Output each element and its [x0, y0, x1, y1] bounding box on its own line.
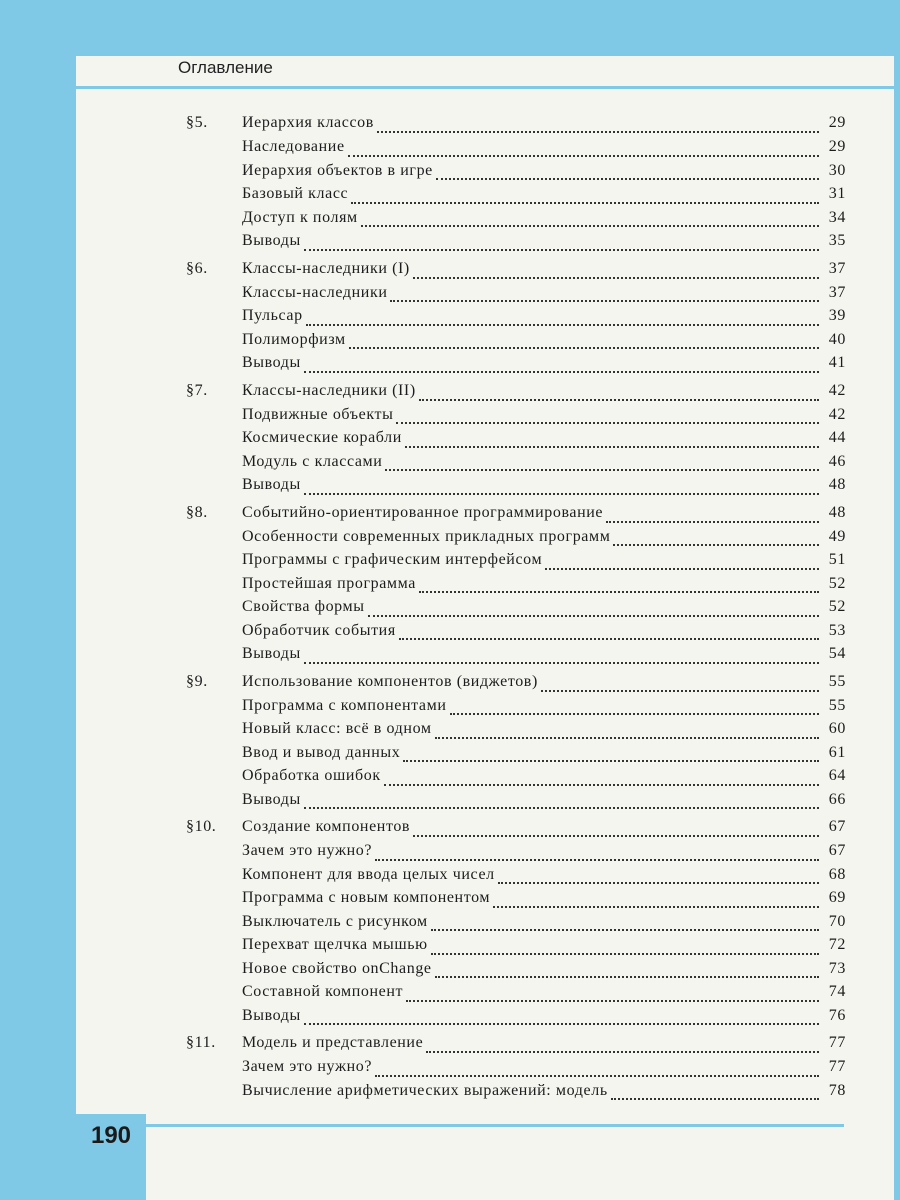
toc-page-number: 42: [828, 381, 846, 399]
dot-leader: [413, 277, 819, 279]
toc-entry-title: Событийно-ориентированное программирование: [242, 503, 604, 521]
toc-page-number: 46: [828, 452, 846, 470]
toc-section-entry[interactable]: [186, 818, 846, 842]
toc-entry-title: Компонент для ввода целых чисел: [242, 865, 495, 883]
toc-section-entry[interactable]: [186, 1034, 846, 1058]
dot-leader: [304, 493, 819, 495]
toc-page-number: 49: [828, 527, 846, 545]
toc-page-number: 29: [828, 138, 846, 155]
toc-section-number: §5.: [186, 114, 208, 131]
toc-entry-title: Новое свойство onChange: [242, 959, 432, 977]
toc-section-entry[interactable]: [186, 673, 846, 697]
dot-leader: [611, 1098, 819, 1100]
toc-page-number: 52: [828, 574, 846, 592]
dot-leader: [368, 615, 819, 617]
toc-page-number: 68: [828, 865, 846, 883]
toc-page-number: 69: [828, 889, 846, 906]
toc-page-number: 48: [828, 503, 846, 521]
table-of-contents: [186, 110, 846, 1105]
toc-section-entry[interactable]: [186, 260, 846, 284]
dot-leader: [384, 784, 819, 786]
dot-leader: [304, 249, 819, 251]
toc-subsection-entry[interactable]: [186, 284, 846, 308]
toc-subsection-entry[interactable]: [186, 598, 846, 622]
toc-entry-title: Базовый класс: [242, 185, 349, 202]
dot-leader: [541, 690, 819, 692]
toc-section-number: §10.: [186, 818, 217, 835]
toc-section-number: §11.: [186, 1034, 216, 1051]
toc-subsection-entry[interactable]: [186, 1058, 846, 1082]
toc-page-number: 37: [828, 259, 846, 277]
toc-entry-title: Классы-наследники (I): [242, 259, 410, 277]
toc-subsection-entry[interactable]: [186, 622, 846, 646]
dot-leader: [431, 953, 819, 955]
toc-subsection-entry[interactable]: [186, 889, 846, 913]
toc-subsection-entry[interactable]: [186, 331, 846, 355]
right-color-edge: [894, 0, 900, 1200]
toc-entry-title: Доступ к полям: [242, 208, 358, 226]
dot-leader: [306, 324, 819, 326]
toc-subsection-entry[interactable]: [186, 307, 846, 331]
toc-page-number: 41: [828, 354, 846, 371]
toc-page-number: 60: [828, 720, 846, 737]
toc-entry-title: Зачем это нужно?: [242, 842, 373, 859]
toc-page-number: 67: [828, 842, 846, 859]
toc-section-entry[interactable]: [186, 114, 846, 138]
page-header-title: Оглавление: [178, 58, 273, 77]
toc-subsection-entry[interactable]: [186, 232, 846, 256]
toc-entry-title: Использование компонентов (виджетов): [242, 672, 538, 690]
toc-page-number: 51: [828, 551, 846, 568]
dot-leader: [498, 882, 819, 884]
toc-page-number: 31: [828, 185, 846, 202]
dot-leader: [405, 446, 819, 448]
toc-entry-title: Программы с графическим интерфейсом: [242, 551, 543, 568]
toc-page-number: 55: [828, 696, 846, 714]
toc-page-number: 35: [828, 232, 846, 249]
toc-page-number: 42: [828, 405, 846, 423]
dot-leader: [435, 737, 819, 739]
dot-leader: [606, 521, 819, 523]
dot-leader: [419, 399, 819, 401]
dot-leader: [435, 976, 819, 978]
toc-section-entry[interactable]: [186, 504, 846, 528]
bottom-color-band: [0, 1162, 146, 1200]
toc-entry-title: Космические корабли: [242, 429, 402, 446]
toc-subsection-entry[interactable]: [186, 354, 846, 378]
dot-leader: [377, 131, 819, 133]
dot-leader: [419, 591, 819, 593]
toc-entry-title: Выводы: [242, 354, 301, 371]
dot-leader: [304, 371, 819, 373]
toc-subsection-entry[interactable]: [186, 1082, 846, 1106]
top-color-band: [0, 0, 900, 56]
toc-subsection-entry[interactable]: [186, 209, 846, 233]
toc-subsection-entry[interactable]: [186, 185, 846, 209]
toc-subsection-entry[interactable]: [186, 453, 846, 477]
toc-section-number: §9.: [186, 672, 208, 690]
left-color-band: [0, 0, 76, 1200]
toc-page-number: 37: [828, 283, 846, 301]
toc-page-number: 66: [828, 790, 846, 808]
toc-page-number: 77: [828, 1058, 846, 1075]
toc-subsection-entry[interactable]: [186, 744, 846, 768]
toc-subsection-entry[interactable]: [186, 697, 846, 721]
toc-page-number: 40: [828, 330, 846, 348]
toc-page-number: 39: [828, 307, 846, 324]
dot-leader: [396, 422, 819, 424]
toc-entry-title: Выводы: [242, 232, 301, 249]
dot-leader: [399, 638, 819, 640]
toc-entry-title: Выводы: [242, 1006, 301, 1024]
toc-subsection-entry[interactable]: [186, 767, 846, 791]
dot-leader: [385, 469, 819, 471]
toc-page-number: 61: [828, 743, 846, 761]
footer-rule: [146, 1124, 844, 1127]
dot-leader: [349, 347, 819, 349]
toc-entry-title: Свойства формы: [242, 598, 365, 615]
toc-subsection-entry[interactable]: [186, 983, 846, 1007]
toc-entry-title: Обработчик события: [242, 621, 396, 639]
toc-subsection-entry[interactable]: [186, 575, 846, 599]
dot-leader: [426, 1051, 819, 1053]
dot-leader: [431, 929, 819, 931]
toc-entry-title: Выключатель с рисунком: [242, 912, 428, 930]
toc-entry-title: Выводы: [242, 790, 301, 808]
toc-entry-title: Обработка ошибок: [242, 767, 381, 784]
toc-entry-title: Вычисление арифметических выражений: модель: [242, 1081, 608, 1099]
toc-subsection-entry[interactable]: [186, 1007, 846, 1031]
dot-leader: [613, 544, 819, 546]
toc-entry-title: Программа с новым компонентом: [242, 889, 491, 906]
toc-page-number: 70: [828, 912, 846, 930]
toc-subsection-entry[interactable]: [186, 913, 846, 937]
toc-entry-title: Составной компонент: [242, 983, 404, 1000]
toc-subsection-entry[interactable]: [186, 720, 846, 744]
dot-leader: [493, 906, 819, 908]
toc-subsection-entry[interactable]: [186, 645, 846, 669]
toc-section-number: §7.: [186, 381, 208, 399]
dot-leader: [436, 178, 819, 180]
toc-page-number: 77: [828, 1034, 846, 1051]
toc-page-number: 34: [828, 208, 846, 226]
toc-page-number: 30: [828, 161, 846, 179]
dot-leader: [406, 1000, 819, 1002]
toc-entry-title: Перехват щелчка мышью: [242, 936, 428, 953]
toc-page-number: 64: [828, 767, 846, 784]
dot-leader: [304, 807, 819, 809]
toc-page-number: 54: [828, 645, 846, 662]
toc-subsection-entry[interactable]: [186, 162, 846, 186]
toc-subsection-entry[interactable]: [186, 528, 846, 552]
toc-entry-title: Новый класс: всё в одном: [242, 720, 432, 737]
toc-subsection-entry[interactable]: [186, 429, 846, 453]
toc-entry-title: Модуль с классами: [242, 452, 383, 470]
dot-leader: [545, 568, 819, 570]
page-number: 190: [90, 1122, 132, 1149]
toc-page-number: 78: [828, 1081, 846, 1099]
toc-entry-title: Иерархия классов: [242, 114, 374, 131]
toc-entry-title: Программа с компонентами: [242, 696, 447, 714]
toc-entry-title: Классы-наследники (II): [242, 381, 416, 399]
toc-entry-title: Ввод и вывод данных: [242, 743, 401, 761]
toc-section-number: §8.: [186, 503, 208, 521]
toc-entry-title: Особенности современных прикладных программ: [242, 527, 611, 545]
toc-entry-title: Простейшая программа: [242, 574, 416, 592]
toc-subsection-entry[interactable]: [186, 406, 846, 430]
toc-page-number: 53: [828, 621, 846, 639]
toc-subsection-entry[interactable]: [186, 791, 846, 815]
toc-entry-title: Пульсар: [242, 307, 303, 324]
dot-leader: [361, 225, 819, 227]
toc-page-number: 72: [828, 936, 846, 953]
toc-entry-title: Наследование: [242, 138, 345, 155]
toc-page-number: 52: [828, 598, 846, 615]
toc-subsection-entry[interactable]: [186, 842, 846, 866]
dot-leader: [403, 760, 819, 762]
toc-page-number: 73: [828, 959, 846, 977]
toc-entry-title: Модель и представление: [242, 1034, 424, 1051]
toc-section-number: §6.: [186, 259, 208, 277]
dot-leader: [413, 835, 819, 837]
toc-page-number: 29: [828, 114, 846, 131]
toc-subsection-entry[interactable]: [186, 138, 846, 162]
dot-leader: [304, 1023, 819, 1025]
toc-page-number: 76: [828, 1006, 846, 1024]
toc-subsection-entry[interactable]: [186, 866, 846, 890]
toc-page-number: 44: [828, 429, 846, 446]
toc-entry-title: Подвижные объекты: [242, 405, 394, 423]
toc-section-entry[interactable]: [186, 382, 846, 406]
dot-leader: [375, 859, 819, 861]
dot-leader: [348, 155, 819, 157]
toc-entry-title: Выводы: [242, 645, 301, 662]
dot-leader: [450, 713, 819, 715]
dot-leader: [351, 202, 819, 204]
toc-page-number: 48: [828, 476, 846, 493]
toc-subsection-entry[interactable]: [186, 960, 846, 984]
toc-subsection-entry[interactable]: [186, 476, 846, 500]
toc-page-number: 74: [828, 983, 846, 1000]
dot-leader: [304, 662, 819, 664]
toc-entry-title: Выводы: [242, 476, 301, 493]
toc-entry-title: Классы-наследники: [242, 283, 388, 301]
toc-subsection-entry[interactable]: [186, 551, 846, 575]
toc-entry-title: Зачем это нужно?: [242, 1058, 373, 1075]
toc-page-number: 67: [828, 818, 846, 835]
dot-leader: [375, 1075, 819, 1077]
dot-leader: [390, 300, 819, 302]
toc-subsection-entry[interactable]: [186, 936, 846, 960]
toc-entry-title: Полиморфизм: [242, 330, 346, 348]
toc-page-number: 55: [828, 672, 846, 690]
toc-entry-title: Иерархия объектов в игре: [242, 161, 433, 179]
toc-entry-title: Создание компонентов: [242, 818, 411, 835]
